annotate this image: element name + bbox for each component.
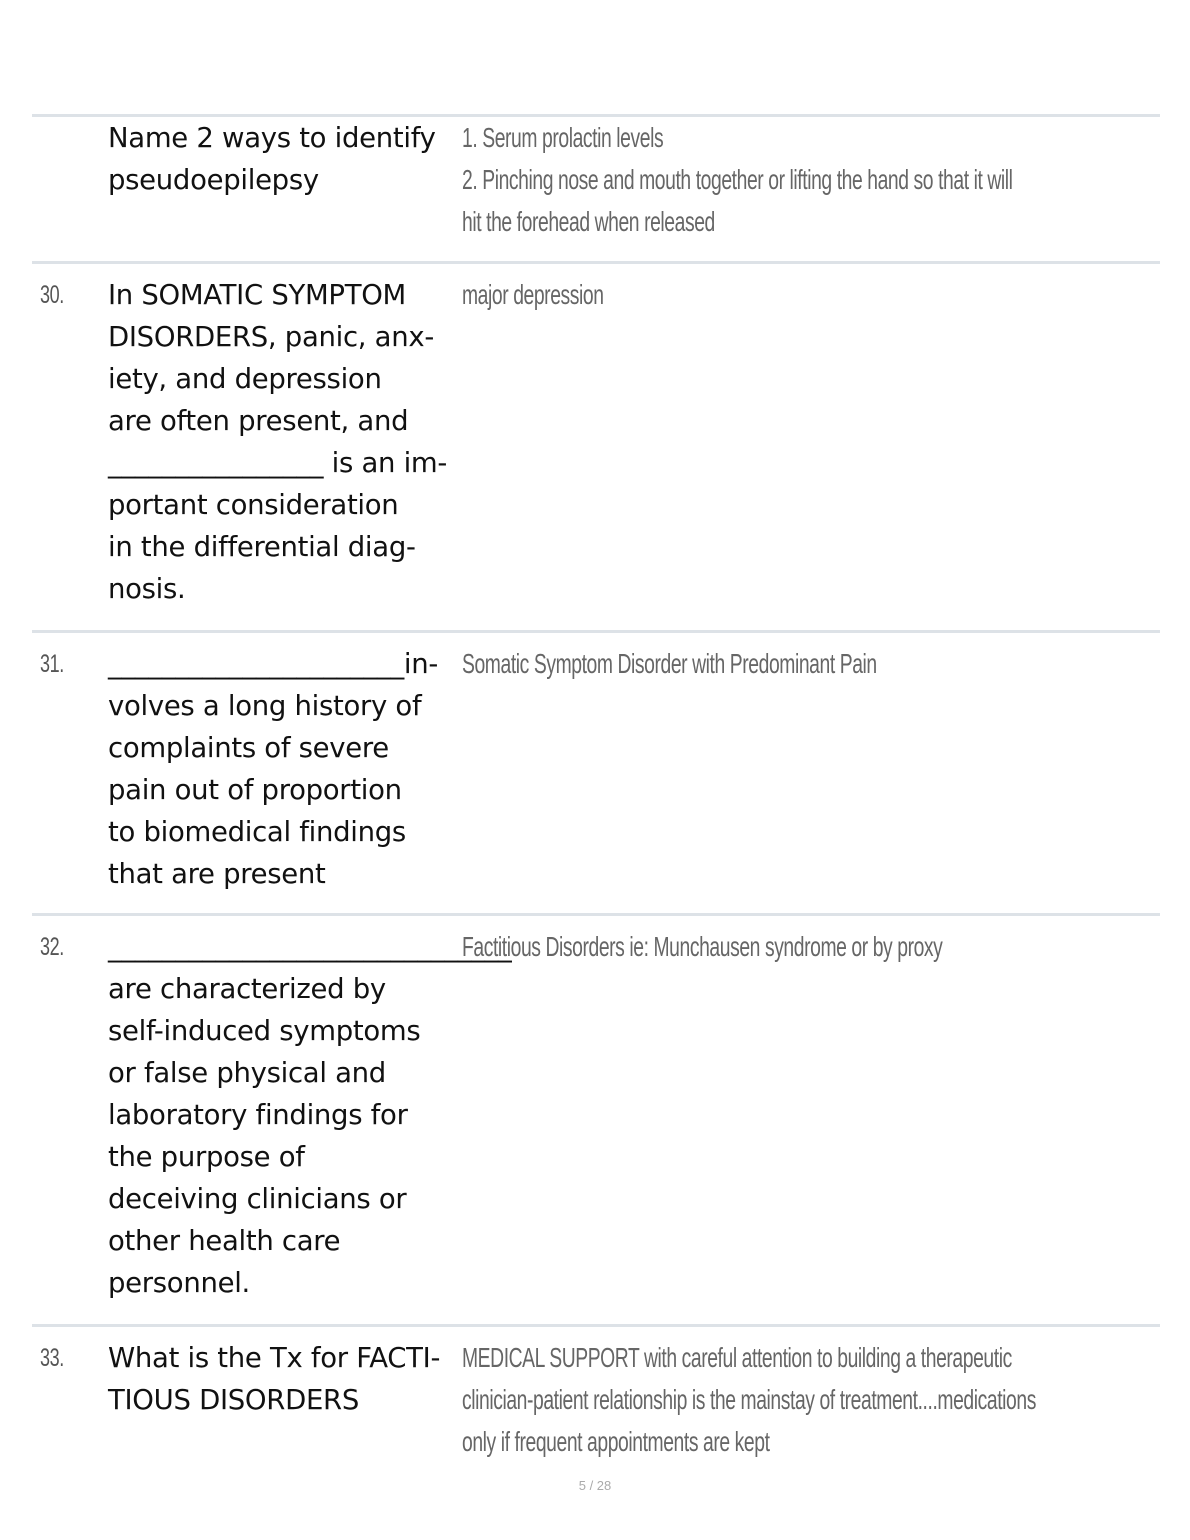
term-line: pseudoepilepsy	[108, 164, 319, 196]
card-term	[108, 274, 458, 610]
definition-line: 2. Pinching nose and mouth together or lifting the hand so that it will	[462, 164, 1013, 195]
term-line: deceiving clinicians or	[108, 1183, 407, 1215]
term-line: or false physical and	[108, 1057, 386, 1089]
term-line: are characterized by	[108, 973, 386, 1005]
card-number: 33.	[40, 1344, 64, 1372]
card-definition	[462, 117, 1124, 243]
card-number: 32.	[40, 933, 64, 961]
card-term	[108, 643, 458, 895]
term-line: to biomedical findings	[108, 816, 406, 848]
definition-line: major depression	[462, 279, 604, 310]
term-line: portant consideration	[108, 489, 399, 521]
term-line: personnel.	[108, 1267, 250, 1299]
term-line: DISORDERS, panic, anx-	[108, 321, 434, 353]
card-definition	[462, 926, 1124, 968]
card-term	[108, 926, 512, 1304]
term-line: ______________________in-	[108, 648, 438, 680]
term-line: TIOUS DISORDERS	[108, 1384, 359, 1416]
row-divider	[32, 261, 1160, 264]
term-line: self-induced symptoms	[108, 1015, 421, 1047]
card-term	[108, 117, 458, 201]
term-line: in the differential diag-	[108, 531, 416, 563]
definition-line: Somatic Symptom Disorder with Predominant Pain	[462, 648, 877, 679]
card-term	[108, 1337, 458, 1421]
row-divider	[32, 1324, 1160, 1327]
card-number: 30.	[40, 281, 64, 309]
term-line: ______________________________	[108, 931, 512, 963]
term-line: nosis.	[108, 573, 186, 605]
term-line: the purpose of	[108, 1141, 305, 1173]
term-line: iety, and depression	[108, 363, 382, 395]
term-line: are often present, and	[108, 405, 409, 437]
definition-line: hit the forehead when released	[462, 206, 715, 237]
term-line: What is the Tx for FACTI-	[108, 1342, 441, 1374]
definition-line: Factitious Disorders ie: Munchausen syndrome or by proxy	[462, 931, 943, 962]
term-line: In SOMATIC SYMPTOM	[108, 279, 406, 311]
definition-line: MEDICAL SUPPORT with careful attention to building a therapeutic	[462, 1342, 1012, 1373]
term-line: Name 2 ways to identify	[108, 122, 436, 154]
term-line: complaints of severe	[108, 732, 389, 764]
term-line: volves a long history of	[108, 690, 422, 722]
card-definition	[462, 643, 1124, 685]
card-definition	[462, 1337, 1124, 1463]
definition-line: clinician-patient relationship is the mainstay of treatment....medications	[462, 1384, 1036, 1415]
term-line: ________________ is an im-	[108, 447, 448, 479]
page-indicator: 5 / 28	[578, 1478, 612, 1493]
definition-line: only if frequent appointments are kept	[462, 1426, 770, 1457]
card-number: 31.	[40, 650, 64, 678]
card-definition	[462, 274, 1124, 316]
term-line: that are present	[108, 858, 326, 890]
term-line: other health care	[108, 1225, 341, 1257]
term-line: laboratory findings for	[108, 1099, 408, 1131]
term-line: pain out of proportion	[108, 774, 402, 806]
row-divider	[32, 913, 1160, 916]
definition-line: 1. Serum prolactin levels	[462, 122, 664, 153]
row-divider	[32, 630, 1160, 633]
